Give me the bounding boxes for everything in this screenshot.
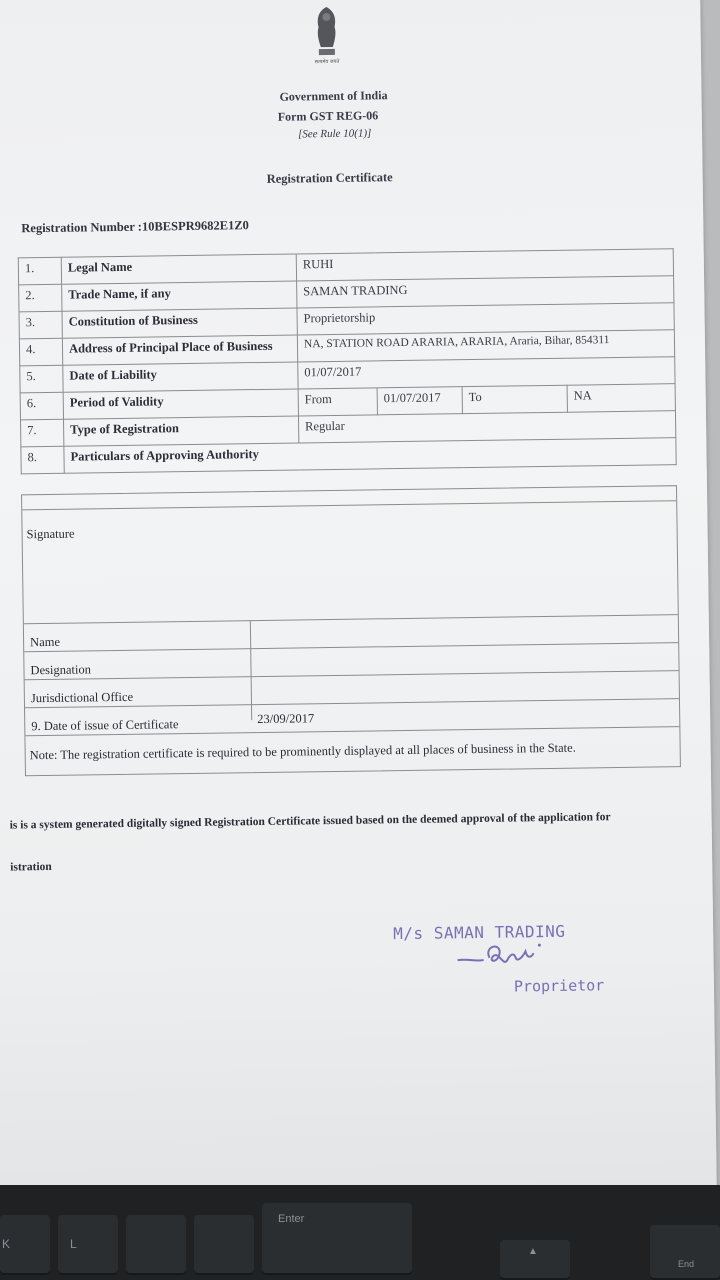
keyboard-key (194, 1215, 254, 1275)
designation-label: Designation (30, 662, 92, 678)
divider (22, 500, 676, 510)
key-label: L (70, 1237, 77, 1251)
header-government: Government of India (279, 88, 388, 104)
liability-date-value: 01/07/2017 (298, 357, 675, 389)
keyboard-enter-key (262, 1203, 412, 1275)
display-note: Note: The registration certificate is required to be prominently displayed at all places of business in the State. (29, 740, 576, 763)
row-label: Period of Validity (63, 389, 298, 419)
row-number: 7. (21, 419, 64, 447)
row-number: 1. (18, 257, 61, 285)
validity-from-label: From (298, 388, 377, 416)
header-rule: [See Rule 10(1)] (297, 127, 372, 141)
row-number: 2. (19, 284, 62, 312)
issue-date-label: 9. Date of issue of Certificate (31, 717, 179, 734)
row-label: Particulars of Approving Authority (64, 438, 676, 474)
keyboard-key (0, 1215, 50, 1275)
divider (24, 614, 678, 624)
row-number: 3. (19, 311, 62, 339)
address-value: NA, STATION ROAD ARARIA, ARARIA, Araria, Bihar, 854311 (297, 330, 674, 362)
keyboard-arrow-key (500, 1240, 570, 1280)
constitution-value: Proprietorship (297, 303, 674, 335)
row-number: 4. (19, 338, 62, 366)
certificate-title: Registration Certificate (266, 170, 393, 186)
header-form: Form GST REG-06 (277, 108, 379, 124)
row-number: 5. (20, 365, 63, 393)
system-generated-note-continued: istration (10, 860, 52, 874)
proprietor-stamp: Proprietor (513, 976, 605, 996)
row-label: Type of Registration (64, 416, 299, 446)
firm-stamp: M/s SAMAN TRADING (393, 921, 566, 944)
name-label: Name (30, 634, 61, 650)
validity-to-label: To (462, 385, 567, 413)
row-label: Date of Liability (63, 362, 298, 392)
approving-authority-section (21, 485, 681, 776)
row-label: Address of Principal Place of Business (62, 335, 297, 365)
national-emblem-icon (308, 3, 345, 65)
row-label: Trade Name, if any (62, 281, 297, 311)
jurisdictional-office-label: Jurisdictional Office (30, 689, 134, 706)
registration-type-value: Regular (298, 411, 675, 443)
details-table (18, 248, 677, 474)
row-label: Constitution of Business (62, 308, 297, 338)
keyboard-key (650, 1225, 720, 1280)
legal-name-value: RUHI (296, 249, 673, 281)
signature-label: Signature (26, 526, 75, 542)
keyboard-background (0, 1185, 720, 1280)
row-number: 6. (20, 392, 63, 420)
keyboard-key (126, 1215, 186, 1275)
key-label: End (678, 1259, 695, 1269)
row-label: Legal Name (61, 254, 296, 284)
keyboard-key (58, 1215, 118, 1275)
handwritten-signature (453, 937, 564, 979)
arrow-up-icon: ▲ (528, 1246, 538, 1257)
key-label: Enter (278, 1213, 305, 1225)
divider (24, 642, 678, 652)
divider (25, 670, 679, 680)
row-number: 8. (21, 446, 64, 474)
emblem-caption: सत्यमेव जयते (314, 58, 340, 66)
key-label: K (2, 1237, 11, 1251)
system-generated-note: is is a system generated digitally signed Registration Certificate issued based on the deemed approval of the application for (9, 811, 611, 832)
registration-number: Registration Number :10BESPR9682E1Z0 (21, 218, 249, 236)
issue-date-value: 23/09/2017 (257, 711, 315, 727)
validity-from-value: 01/07/2017 (377, 387, 462, 415)
validity-to-value: NA (567, 384, 675, 413)
trade-name-value: SAMAN TRADING (297, 276, 674, 308)
